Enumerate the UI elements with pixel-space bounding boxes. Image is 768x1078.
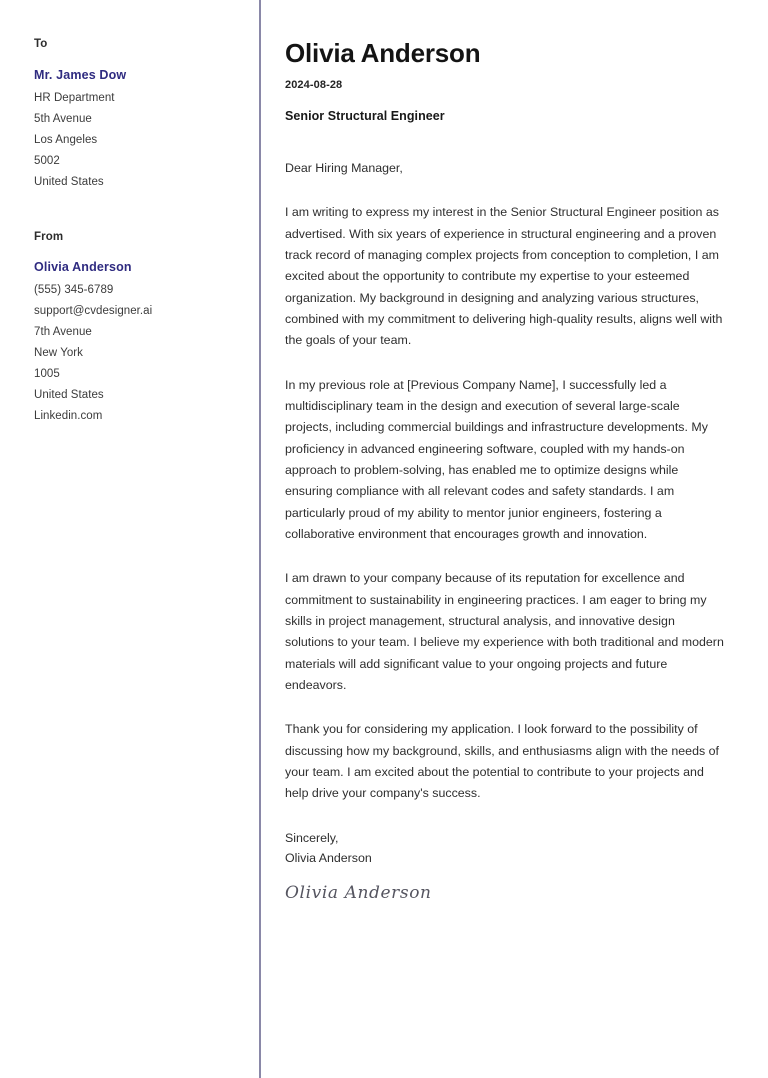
sender-line: United States [34, 389, 104, 402]
contact-sidebar [0, 0, 259, 447]
sender-line: New York [34, 347, 83, 360]
signature: Olivia Anderson [285, 882, 432, 903]
recipient-name: Mr. James Dow [34, 67, 127, 82]
salutation: Dear Hiring Manager, [285, 161, 403, 176]
closing-salutation: Sincerely, [285, 830, 339, 845]
recipient-block [34, 66, 237, 193]
sender-phone: (555) 345-6789 [34, 284, 114, 297]
job-title: Senior Structural Engineer [285, 108, 445, 123]
closing-name: Olivia Anderson [285, 850, 372, 865]
sender-email: support@cvdesigner.ai [34, 305, 153, 318]
sender-line: 7th Avenue [34, 326, 92, 339]
sidebar-spacer [34, 213, 237, 231]
recipient-line: 5th Avenue [34, 112, 92, 125]
from-section-label: From [34, 230, 64, 243]
page-title: Olivia Anderson [285, 38, 481, 68]
sender-line: 1005 [34, 368, 60, 381]
recipient-line: 5002 [34, 154, 60, 167]
letter-paragraph: I am drawn to your company because of its reputation for excellence and commitment to sustainability in engineering practices. I am eager to bring my skills in project management, structural analysis, and innovative design solutions to your team. I believe my experience with both traditional and modern materials will add significant value to your ongoing projects and future endeavors. [285, 571, 724, 692]
recipient-line: HR Department [34, 91, 115, 104]
recipient-line: Los Angeles [34, 133, 98, 146]
column-divider [259, 0, 261, 1078]
recipient-line: United States [34, 175, 104, 188]
sender-name: Olivia Anderson [34, 260, 132, 275]
letter-paragraph: I am writing to express my interest in the Senior Structural Engineer position as advertised. With six years of experience in structural engineering and a proven track record of managing complex projects from conception to completion, I am excited about the opportunity to contribute my expertise to your esteemed organization. My background in designing and analyzing various structures, combined with my commitment to delivering high-quality results, aligns well with the goals of your team. [285, 205, 723, 348]
letter-paragraph: Thank you for considering my application. I look forward to the possibility of discussing how my background, skills, and enthusiasms align with the needs of your team. I am excited about the potential to contribute to your projects and help drive your company's success. [285, 722, 719, 801]
letter-body [259, 0, 768, 906]
to-section-label: To [34, 38, 48, 50]
sender-block [34, 258, 237, 427]
sender-website: Linkedin.com [34, 409, 103, 422]
letter-date: 2024-08-28 [285, 78, 343, 91]
letter-paragraph: In my previous role at [Previous Company Name], I successfully led a multidisciplinary team in the design and execution of several large-scale projects, including commercial buildings and infrastructure developments. My proficiency in advanced engineering software, coupled with my hands-on approach to problem-solving, has enabled me to optimize designs while ensuring compliance with all relevant codes and safety standards. I am particularly proud of my ability to mentor junior engineers, fostering a collaborative environment that encourages growth and innovation. [285, 377, 708, 541]
